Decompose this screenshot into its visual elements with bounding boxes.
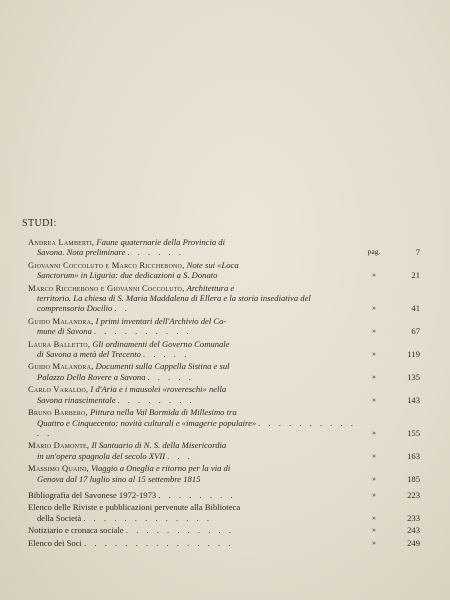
page-number: 119: [407, 349, 420, 360]
page-marker: »: [372, 371, 376, 381]
misc-title: Notiziario e cronaca sociale: [28, 525, 124, 536]
page-marker: »: [372, 489, 376, 499]
page-number: 243: [407, 525, 420, 536]
page-number: 21: [411, 270, 420, 281]
page-number: 155: [407, 427, 420, 438]
toc-entry: [28, 407, 420, 438]
toc-misc-entry: [28, 490, 420, 500]
leader-dots: . . . . . . . . . . . . . . .: [84, 537, 234, 548]
misc-title: Elenco delle Riviste e pubblicazioni pervenute alla Biblioteca: [28, 502, 241, 513]
entry-author: Bruno Barbero,: [28, 407, 88, 418]
toc-entry: [28, 384, 420, 405]
entry-author: Guido Malandra,: [28, 315, 94, 326]
page-number: 143: [407, 394, 420, 405]
page-number: 185: [407, 473, 420, 484]
entry-title: Note sui «Loca: [186, 259, 239, 270]
leader-dots: . . . . . . . . . . . .: [37, 417, 357, 438]
entry-title-cont: Palazzo Della Rovere a Savona: [37, 371, 146, 382]
page-marker: »: [372, 450, 376, 460]
leader-dots: . . . . .: [147, 371, 195, 382]
page-number: 223: [407, 489, 420, 500]
page-number: 41: [411, 303, 420, 314]
misc-title-cont: della Società: [37, 512, 82, 523]
page-marker: »: [372, 270, 376, 280]
page-marker: »: [372, 303, 376, 313]
toc-entry: [28, 463, 420, 484]
toc-misc-entry: [28, 502, 420, 523]
misc-title: Bibliografia del Savonese 1972-1973: [28, 489, 157, 500]
page-number: 135: [407, 371, 420, 382]
entry-author: Mario Damonte,: [28, 440, 90, 451]
toc-entry: [28, 260, 420, 281]
entry-author: Marco Ricchebono e Giovanni Coccoluto,: [28, 282, 185, 293]
page-number: 233: [407, 512, 420, 523]
toc-entry: [28, 237, 420, 258]
toc-misc-entry: [28, 538, 420, 548]
misc-title: Elenco dei Soci: [28, 537, 82, 548]
page-number: 249: [407, 537, 420, 548]
toc-entry: [28, 440, 420, 461]
entry-title-cont: Savona. Nota preliminare: [37, 247, 126, 258]
leader-dots: . . .: [167, 450, 194, 461]
leader-dots: . . . . . . . .: [158, 489, 236, 500]
toc-entry: [28, 339, 420, 360]
entry-title: Gli ordinamenti del Governo Comunale: [92, 338, 230, 349]
leader-dots: . .: [114, 303, 130, 314]
entry-title: Architettura e: [186, 282, 235, 293]
entry-author: Andrea Lamberti,: [28, 237, 95, 247]
entry-title-cont: Genova dal 17 luglio sino al 15 settembre 1815: [37, 473, 201, 484]
entry-title: Faune quaternarie della Provincia di: [96, 237, 225, 247]
leader-dots: . . . . . . . . . . .: [125, 525, 234, 536]
page-marker: »: [372, 537, 376, 547]
entry-title: Documenti sulla Cappella Sistina e sul: [95, 361, 230, 372]
section-heading: STUDI:: [22, 218, 57, 229]
entry-title: Viaggio a Oneglia e ritorno per la via di: [90, 463, 231, 474]
entry-title-cont: in un'opera spagnola del secolo XVII: [37, 450, 166, 461]
table-of-contents: [28, 237, 420, 550]
entry-title-cont: Quattro e Cinquecento: novità culturali e «imagerie populaire»: [37, 417, 257, 428]
entry-title: Il Santuario di N. S. della Misericordia: [91, 440, 227, 451]
leader-dots: . . . . . . . .: [117, 394, 195, 405]
entry-title-cont: Sanctorum» in Liguria: due dedicazioni a S. Donato: [37, 270, 218, 281]
entry-author: Massimo Quaini,: [28, 463, 89, 474]
toc-misc-entry: [28, 525, 420, 535]
toc-entry: [28, 316, 420, 337]
page-marker: »: [372, 326, 376, 336]
page-marker: »: [372, 525, 376, 535]
entry-title: I d'Aria e i mausolei «rovereschi» nella: [90, 384, 227, 395]
page-number: 67: [411, 326, 420, 337]
page-number: 7: [415, 247, 420, 258]
entry-title-cont: mune di Savona: [37, 326, 92, 337]
leader-dots: . . . . . . . . . .: [94, 326, 192, 337]
toc-entry: [28, 283, 420, 314]
entry-author: Laura Balletto,: [28, 338, 91, 349]
toc-entry: [28, 361, 420, 382]
entry-author: Carlo Varaldo,: [28, 384, 89, 395]
page-marker: »: [372, 349, 376, 359]
page-marker: pag.: [367, 247, 381, 257]
entry-author: Guido Malandra,: [28, 361, 94, 372]
page-marker: »: [372, 427, 376, 437]
entry-title-cont: Savona rinascimentale: [37, 394, 116, 405]
leader-dots: . . . . . . . . . . . . .: [83, 512, 213, 523]
leader-dots: . . . . . .: [127, 247, 185, 258]
entry-author: Giovanni Coccoluto e Marco Ricchebono,: [28, 259, 185, 270]
page-marker: »: [372, 394, 376, 404]
page-marker: »: [372, 512, 376, 522]
entry-title: I primi inventari dell'Archivio del Co-: [95, 315, 227, 326]
page-marker: »: [372, 473, 376, 483]
leader-dots: . . . . .: [143, 349, 190, 360]
entry-title: Pittura nella Val Bormida di Millesimo tra: [90, 407, 237, 418]
entry-title-cont: territorio. La chiesa di S. Maria Maddalena di Ellera e la storia insediativa del comprensorio Docilio: [37, 293, 311, 314]
page-number: 163: [407, 450, 420, 461]
entry-title-cont: di Savona a metà del Trecento: [37, 349, 141, 360]
